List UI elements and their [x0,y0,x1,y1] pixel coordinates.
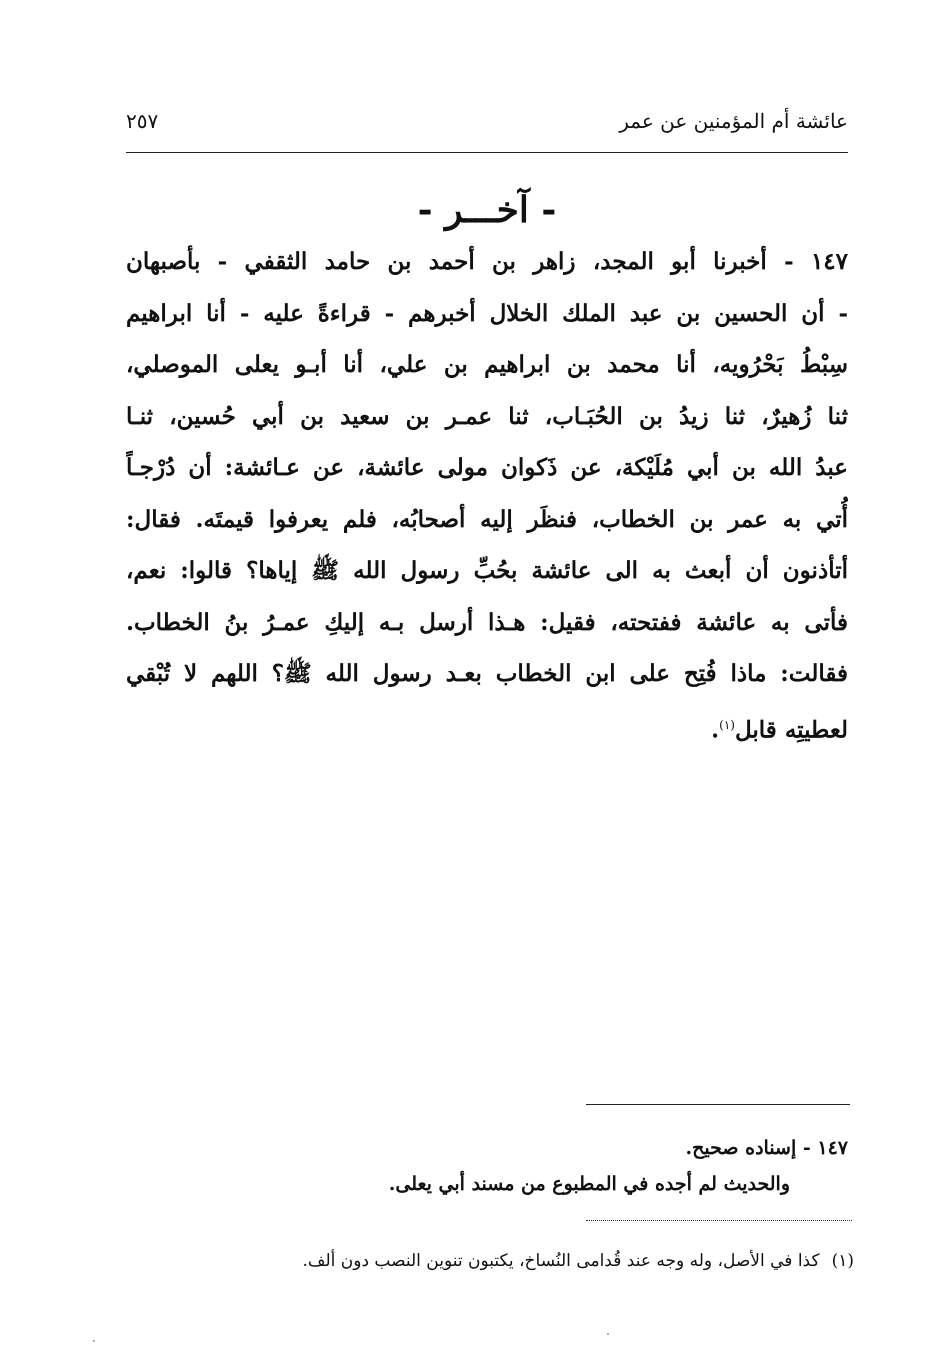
header-rule [126,152,848,153]
text-line: فقالت: ماذا فُتِح على ابن الخطاب بعـد رسول الله ﷺ؟ اللهم لا تُبْقي [126,660,848,687]
text-line: أُتي به عمر بن الخطاب، فنظَر إليه أصحابُه، فلم يعرفوا قيمتَه. فقال: [126,505,848,533]
section-title: - آخـــر - [417,189,557,231]
note-source: والحديث لم أجده في المطبوع من مسند أبي يعلى. [388,1173,790,1195]
text-line: فأتى به عائشة ففتحته، فقيل: هـذا أرسل بـه إليكِ عمـرُ بنُ الخطاب. [126,608,848,636]
text-line: - أن الحسين بن عبد الملك الخلال أخبرهم - قراءةً عليه - أنا ابراهيم [126,299,848,327]
running-title: عائشة أم المؤمنين عن عمر [619,109,848,133]
running-header [126,106,848,136]
editor-notes [126,1130,848,1202]
text-line-content: لعطيتِه قابل [734,716,848,744]
text-line: عبدُ الله بن أبي مُلَيْكة، عن ذَكوان مولى عائشة، عن عـائشة: أن دُرْجـاً [126,454,848,481]
footnote-reference: (١) [719,717,735,732]
text-line: ثنا زُهيرٌ، ثنا زيدُ بن الحُبَـاب، ثنا عمـر بن سعيد بن أبي حُسين، ثنـا [126,402,848,430]
text-line-last [126,700,848,756]
text-line: سِبْطُ بَحْرُويه، أنا محمد بن ابراهيم بن علي، أنا أبـو يعلى الموصلي، [126,351,848,378]
text-line: أتأذنون أن أبعث به الى عائشة بحُبِّ رسول الله ﷺ إياها؟ قالوا: نعم، [126,557,848,584]
notes-separator [586,1104,850,1105]
scan-speck [607,1333,609,1335]
footnote-separator [586,1220,852,1221]
text-line-end: . [711,716,720,744]
footnote-text: كذا في الأصل، وله وجه عند قُدامى النُساخ، يكتبون تنوين النصب دون ألف. [302,1251,820,1271]
scan-speck [93,1340,95,1342]
hadith-text [126,236,848,756]
footnote [126,1246,854,1276]
note-isnad: ١٤٧ - إسناده صحيح. [685,1137,848,1159]
footnote-marker: (١) [831,1251,854,1271]
page-number: ٢٥٧ [126,109,159,133]
text-line: ١٤٧ - أخبرنا أبو المجد، زاهر بن أحمد بن حامد الثقفي - بأصبهان [126,248,848,275]
